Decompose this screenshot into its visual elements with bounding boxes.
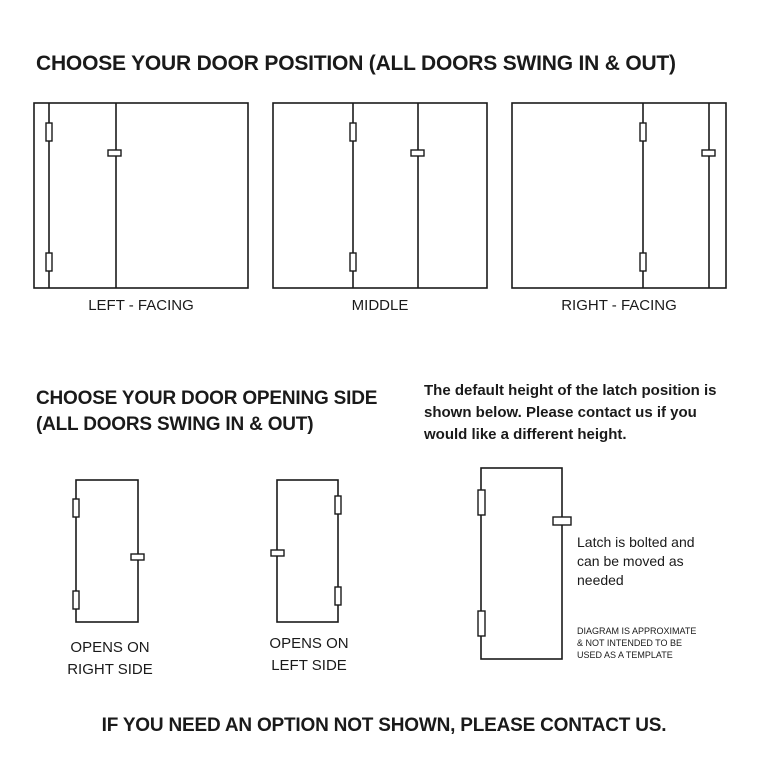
door-outline	[277, 480, 338, 622]
caption-opens-right	[50, 637, 170, 681]
disclaimer	[577, 625, 727, 661]
caption-middle: MIDDLE	[351, 297, 409, 314]
opening-title-line1: CHOOSE YOUR DOOR OPENING SIDE	[36, 388, 378, 409]
position-title: CHOOSE YOUR DOOR POSITION (ALL DOORS SWING IN & OUT)	[36, 52, 676, 75]
frame-outline	[512, 103, 726, 288]
latch-height-diagram	[478, 468, 571, 659]
hinge-icon	[478, 490, 485, 515]
caption-right-facing: RIGHT - FACING	[561, 297, 677, 314]
disclaimer-line: DIAGRAM IS APPROXIMATE	[577, 626, 697, 636]
latch-icon	[553, 517, 571, 525]
disclaimer-line: USED AS A TEMPLATE	[577, 650, 673, 660]
disclaimer-line: & NOT INTENDED TO BE	[577, 638, 683, 648]
caption-line: LEFT SIDE	[271, 657, 347, 674]
hinge-icon	[640, 123, 646, 141]
hinge-icon	[73, 499, 79, 517]
hinge-icon	[478, 611, 485, 636]
door-position-middle[interactable]	[273, 103, 487, 288]
latch-bolted-text: Latch is bolted and can be moved as needed	[577, 534, 695, 588]
opening-title-line2: (ALL DOORS SWING IN & OUT)	[36, 414, 314, 435]
caption-line: OPENS ON	[269, 635, 349, 652]
latch-icon	[271, 550, 284, 556]
hinge-icon	[73, 591, 79, 609]
caption-left-facing: LEFT - FACING	[88, 297, 194, 314]
hinge-icon	[335, 587, 341, 605]
door-outline	[481, 468, 562, 659]
caption-line: OPENS ON	[70, 639, 150, 656]
caption-opens-left	[249, 633, 369, 677]
latch-icon	[411, 150, 424, 156]
door-position-left-facing[interactable]	[34, 103, 248, 288]
door-outline	[76, 480, 138, 622]
hinge-icon	[46, 123, 52, 141]
caption-line: RIGHT SIDE	[67, 661, 153, 678]
latch-height-note: The default height of the latch position is shown below. Please contact us if you would like a different height.	[424, 382, 717, 443]
latch-icon	[702, 150, 715, 156]
hinge-icon	[350, 123, 356, 141]
hinge-icon	[46, 253, 52, 271]
hinge-icon	[335, 496, 341, 514]
door-opening-left-side[interactable]	[271, 480, 341, 622]
hinge-icon	[640, 253, 646, 271]
footer-contact-note: IF YOU NEED AN OPTION NOT SHOWN, PLEASE CONTACT US.	[101, 715, 667, 736]
door-opening-right-side[interactable]	[73, 480, 144, 622]
hinge-icon	[350, 253, 356, 271]
latch-icon	[131, 554, 144, 560]
door-position-right-facing[interactable]	[512, 103, 726, 288]
latch-icon	[108, 150, 121, 156]
frame-outline	[34, 103, 248, 288]
frame-outline	[273, 103, 487, 288]
